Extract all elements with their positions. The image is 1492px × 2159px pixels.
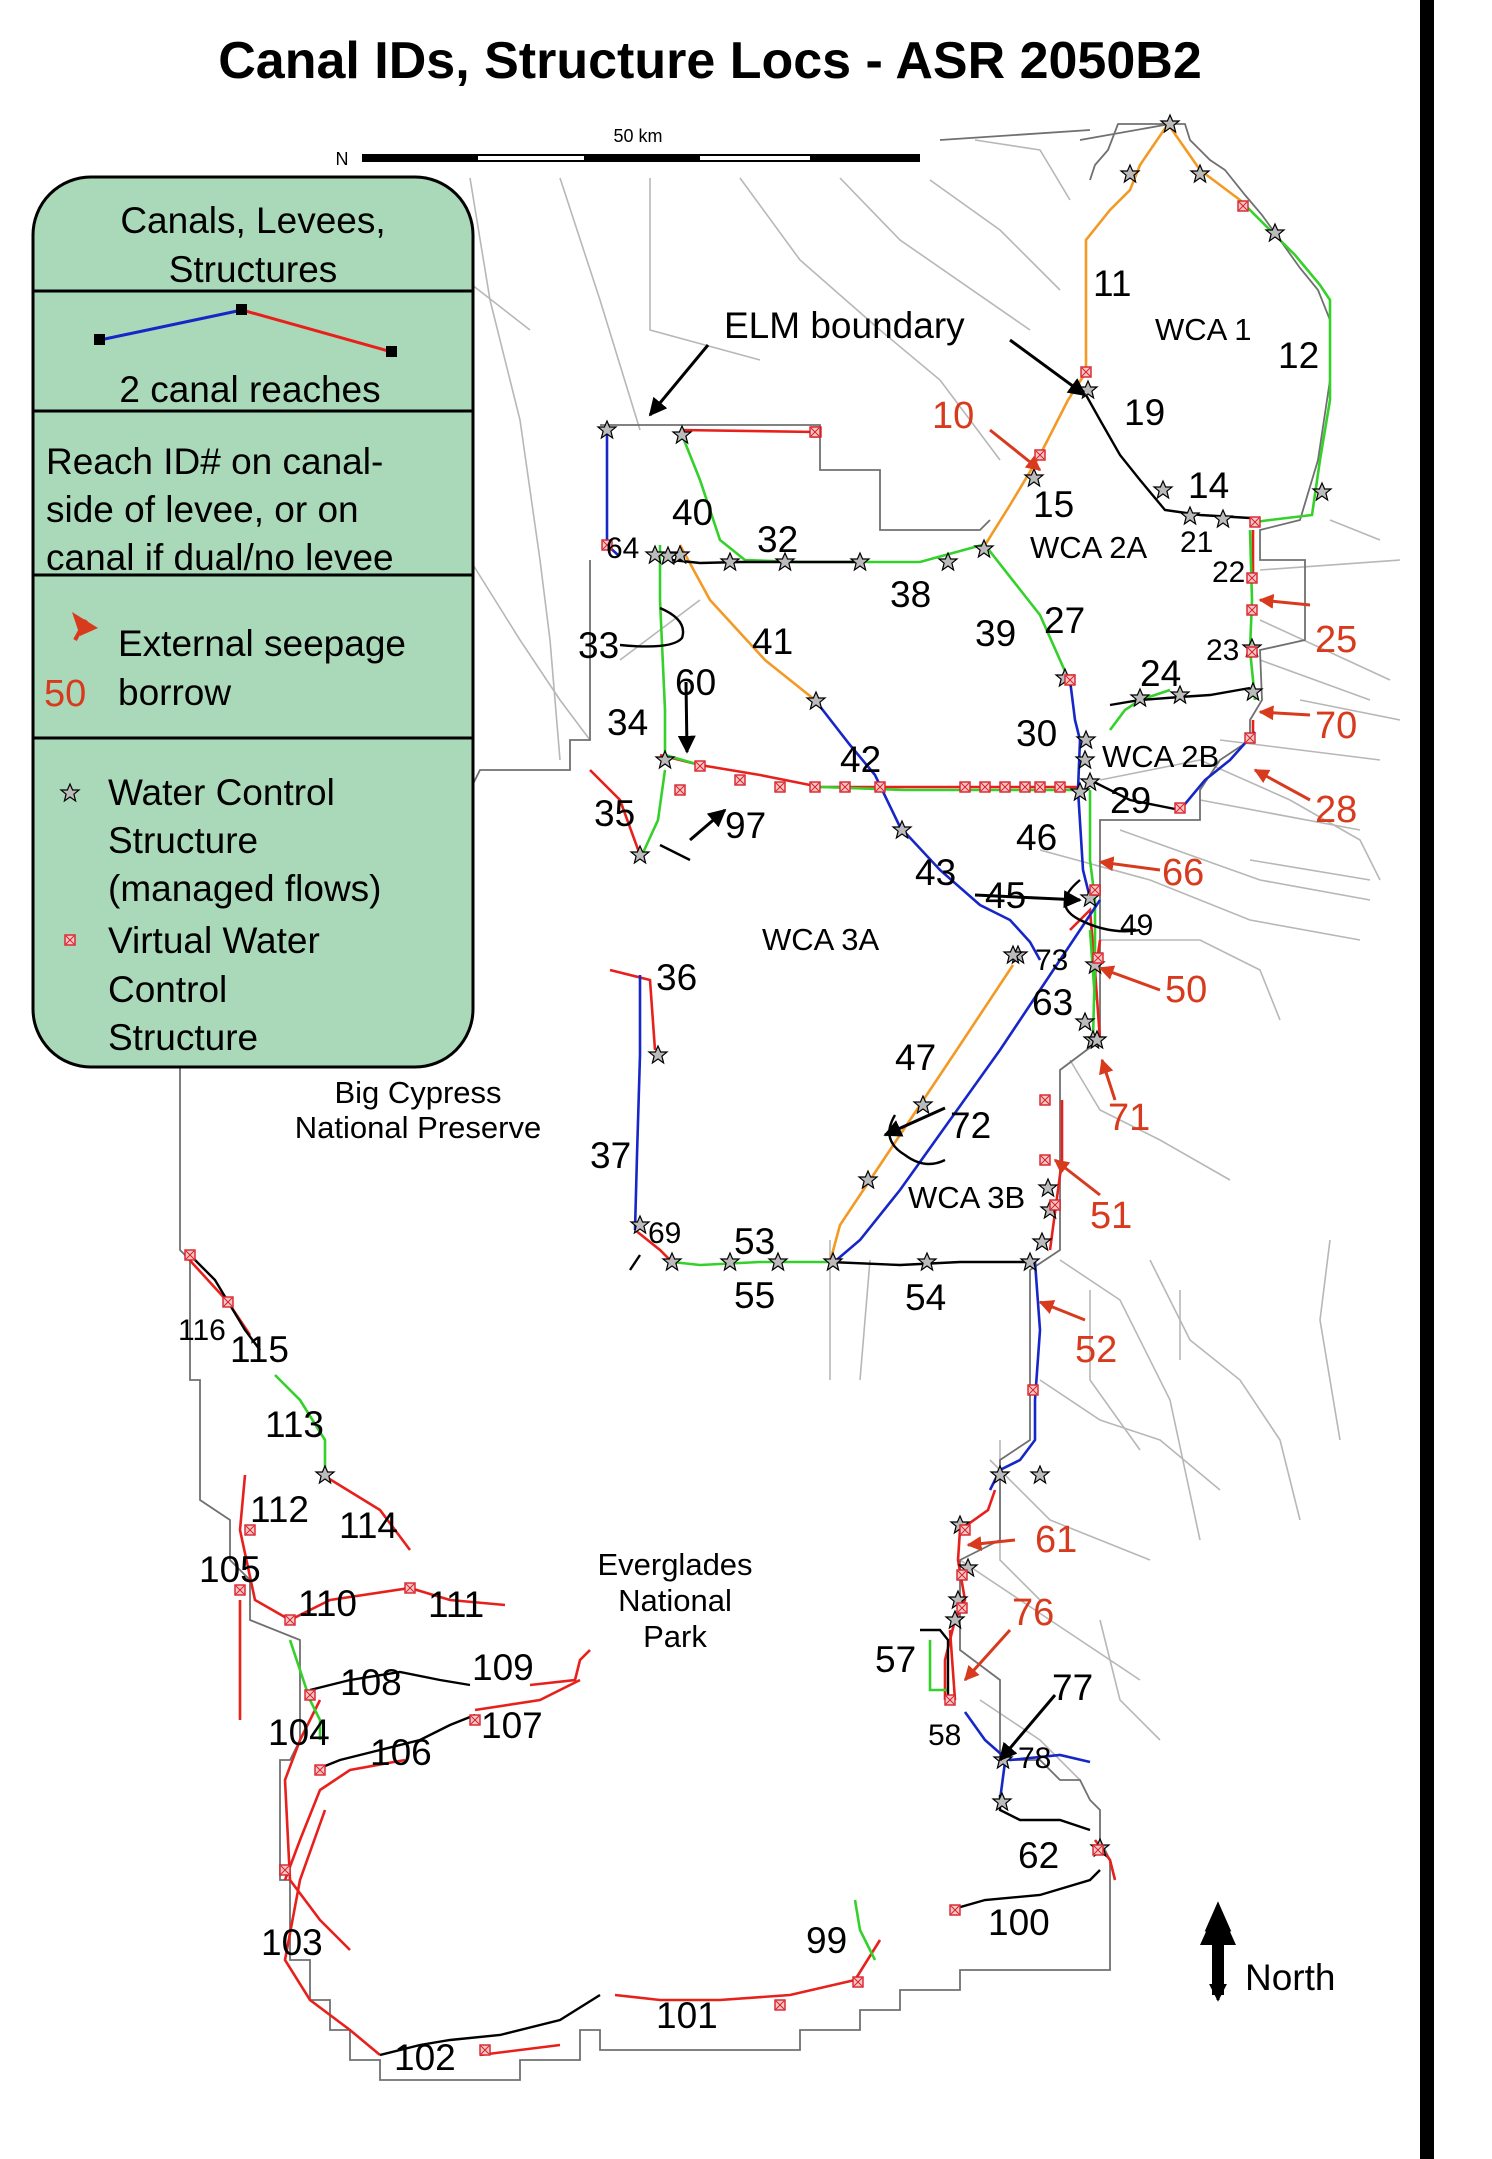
canal-id: 69 — [648, 1217, 682, 1250]
canal-id: 39 — [975, 613, 1017, 654]
canal-id: 38 — [890, 574, 932, 615]
canal-id: 54 — [905, 1277, 947, 1318]
canal-id: 99 — [806, 1920, 848, 1961]
legend-wcs-1: Water Control — [108, 772, 335, 813]
canal-id: 112 — [250, 1489, 309, 1530]
canal-id: 101 — [656, 1995, 718, 2036]
canal-id: 43 — [915, 852, 957, 893]
canal-id: 12 — [1278, 335, 1320, 376]
north-arrow — [1200, 1905, 1335, 1998]
area-wca3b: WCA 3B — [908, 1180, 1026, 1215]
canal-id: 105 — [199, 1549, 261, 1590]
canal-id: 30 — [1016, 713, 1058, 754]
canal-id: 58 — [928, 1719, 962, 1752]
canal-id: 24 — [1140, 653, 1182, 694]
canal-id: 100 — [988, 1902, 1050, 1943]
area-wca3a: WCA 3A — [762, 922, 880, 957]
area-everglades-2: National — [618, 1583, 732, 1618]
canal-id: 21 — [1180, 526, 1214, 559]
seepage-id-labels — [932, 395, 1357, 1634]
legend-seepage-1: External seepage — [118, 623, 406, 664]
legend-reach-id-1: Reach ID# on canal- — [46, 441, 384, 482]
seepage-id: 76 — [1012, 1592, 1055, 1634]
canal-id: 116 — [178, 1314, 226, 1347]
canal-id: 97 — [725, 805, 767, 846]
seepage-arrows — [965, 430, 1310, 1680]
canal-id: 106 — [370, 1732, 432, 1773]
canal-id: 62 — [1018, 1835, 1060, 1876]
canal-id: 103 — [261, 1922, 323, 1963]
canal-id: 23 — [1206, 634, 1240, 667]
canal-id: 60 — [675, 662, 717, 703]
legend-reach-id-2: side of levee, or on — [46, 489, 359, 530]
elm-boundary-label: ELM boundary — [724, 305, 965, 346]
canal-id: 47 — [895, 1037, 937, 1078]
legend-header-1: Canals, Levees, — [120, 200, 386, 241]
canal-id: 113 — [265, 1404, 324, 1445]
canal-id: 64 — [606, 532, 640, 565]
legend-reaches: 2 canal reaches — [119, 369, 381, 410]
area-bigcypress-2: National Preserve — [294, 1110, 542, 1145]
canal-id: 22 — [1212, 556, 1246, 589]
canal-id: 77 — [1052, 1667, 1094, 1708]
canal-id: 110 — [298, 1583, 357, 1624]
canal-id: 27 — [1044, 600, 1086, 641]
canal-id: 109 — [472, 1647, 534, 1688]
canal-id: 111 — [428, 1584, 485, 1625]
area-wca1: WCA 1 — [1155, 312, 1252, 347]
basemap-lines — [345, 140, 1400, 1780]
canal-id: 78 — [1018, 1742, 1052, 1775]
scale-bar — [336, 126, 921, 169]
canal-id: 53 — [734, 1221, 776, 1262]
seepage-id: 52 — [1075, 1329, 1118, 1371]
legend — [33, 177, 473, 1067]
canal-id: 33 — [578, 625, 620, 666]
canal-id: 107 — [481, 1705, 543, 1746]
canal-id: 14 — [1188, 465, 1230, 506]
north-label: North — [1245, 1957, 1336, 1998]
canal-id: 55 — [734, 1275, 776, 1316]
canal-id: 72 — [950, 1105, 992, 1146]
canal-id: 35 — [594, 793, 636, 834]
canal-id: 29 — [1110, 780, 1152, 821]
seepage-id: 51 — [1090, 1195, 1133, 1237]
seepage-id: 71 — [1108, 1097, 1151, 1139]
canal-id: 19 — [1124, 392, 1166, 433]
area-wca2b: WCA 2B — [1102, 739, 1220, 774]
area-bigcypress-1: Big Cypress — [334, 1075, 502, 1110]
seepage-id: 25 — [1315, 619, 1358, 661]
legend-wcs-3: (managed flows) — [108, 868, 382, 909]
seepage-id: 61 — [1035, 1519, 1078, 1561]
canal-id: 36 — [656, 957, 698, 998]
legend-vwcs-1: Virtual Water — [108, 920, 320, 961]
canal-id: 15 — [1033, 484, 1075, 525]
north-glyph: N — [335, 149, 349, 169]
canal-id: 32 — [757, 519, 799, 560]
canal-id: 57 — [875, 1639, 917, 1680]
legend-vwcs-2: Control — [108, 969, 228, 1010]
seepage-id: 50 — [1165, 969, 1208, 1011]
legend-virtual-box-icon — [65, 935, 75, 945]
area-wca2a: WCA 2A — [1030, 530, 1148, 565]
canal-id: 11 — [1093, 263, 1132, 304]
canal-id: 37 — [590, 1135, 632, 1176]
legend-wcs-2: Structure — [108, 820, 259, 861]
seepage-id: 10 — [932, 395, 975, 437]
canal-id: 114 — [339, 1505, 398, 1546]
legend-seepage-example: 50 — [44, 673, 87, 715]
canal-id: 42 — [840, 739, 882, 780]
canal-id: 41 — [752, 621, 794, 662]
canal-id: 108 — [340, 1662, 402, 1703]
canal-id: 63 — [1032, 982, 1074, 1023]
canal-id: 40 — [672, 492, 714, 533]
area-everglades-1: Everglades — [597, 1547, 753, 1582]
canal-id: 115 — [230, 1329, 289, 1370]
map-title: Canal IDs, Structure Locs - ASR 2050B2 — [218, 32, 1202, 90]
canal-id: 46 — [1016, 817, 1058, 858]
seepage-id: 28 — [1315, 789, 1358, 831]
legend-vwcs-3: Structure — [108, 1017, 259, 1058]
canal-id: 34 — [607, 702, 649, 743]
seepage-id: 66 — [1162, 852, 1205, 894]
canal-id: 73 — [1035, 944, 1069, 977]
canal-id: 102 — [394, 2037, 456, 2078]
seepage-id: 70 — [1315, 705, 1358, 747]
legend-seepage-2: borrow — [118, 672, 232, 713]
canal-id: 45 — [985, 875, 1027, 916]
scale-label: 50 km — [613, 126, 663, 146]
canal-id: 104 — [268, 1712, 330, 1753]
legend-reach-id-3: canal if dual/no levee — [46, 537, 394, 578]
legend-header-2: Structures — [168, 249, 338, 290]
area-everglades-3: Park — [643, 1619, 707, 1654]
canal-id: 49 — [1120, 909, 1154, 942]
